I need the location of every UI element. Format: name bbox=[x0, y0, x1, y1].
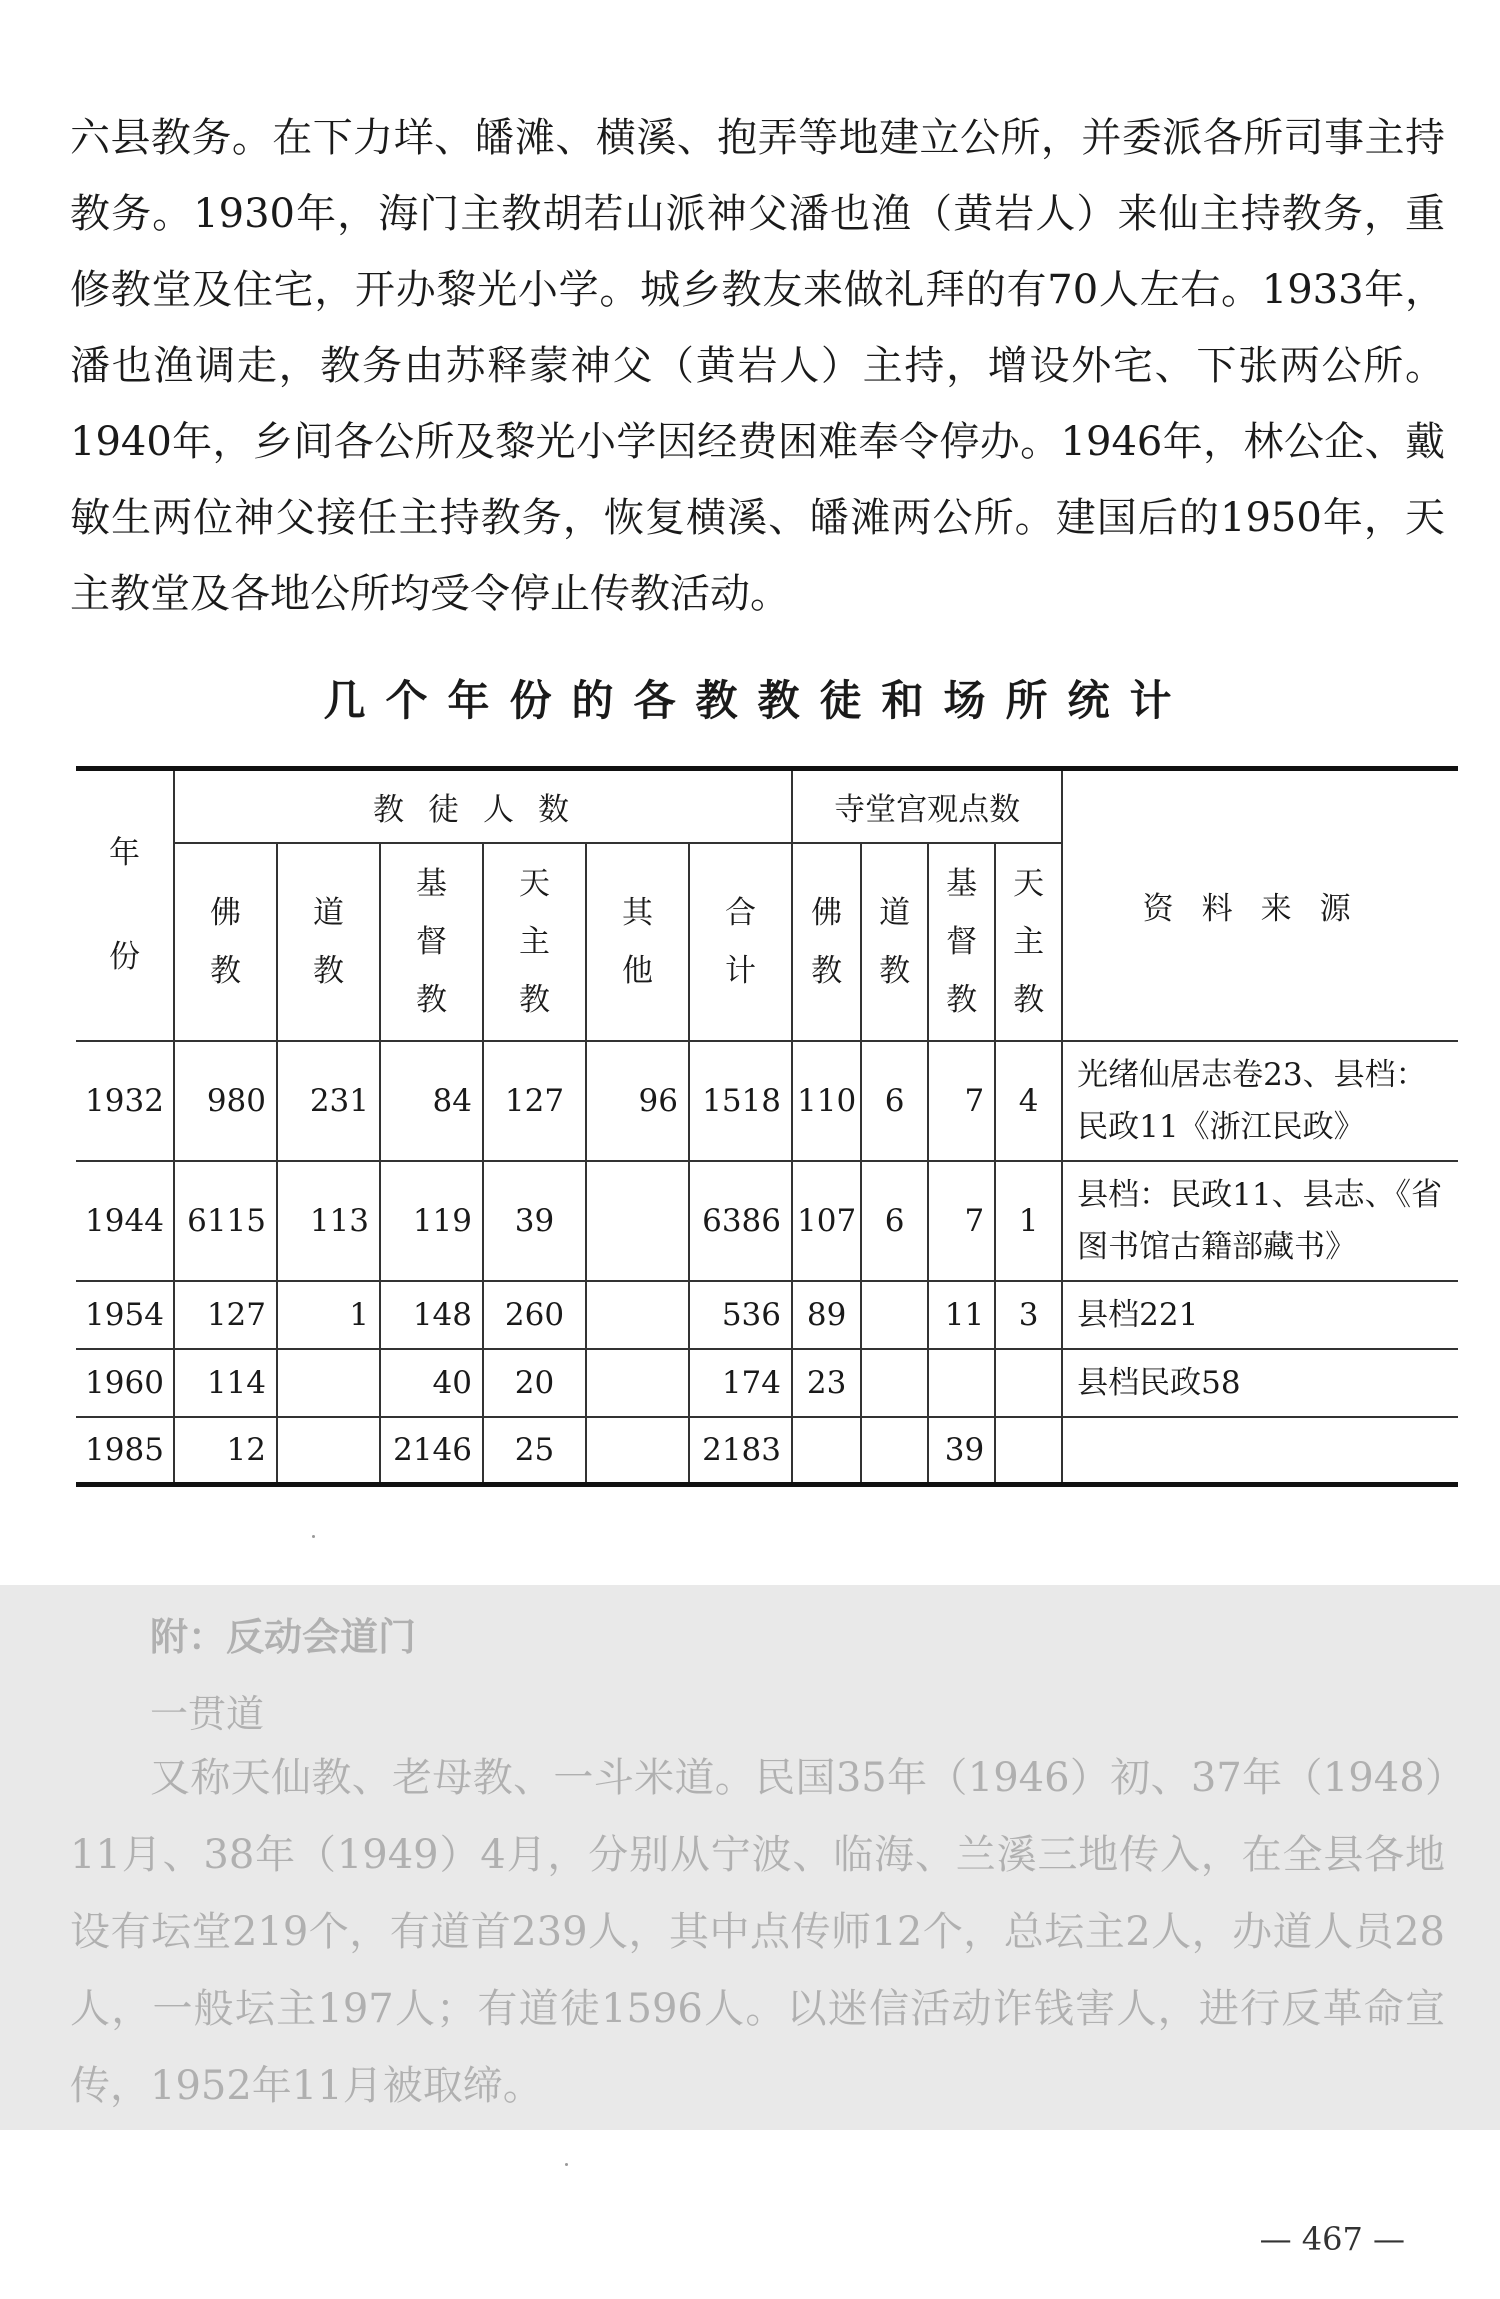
header-venues-group: 寺堂宫观点数 bbox=[792, 769, 1062, 843]
cell-believers-buddhism: 127 bbox=[174, 1281, 277, 1349]
cell-believers-christianity: 84 bbox=[380, 1041, 483, 1161]
cell-year: 1932 bbox=[76, 1041, 174, 1161]
scan-speck bbox=[565, 2163, 568, 2166]
cell-source: 县档：民政11、县志、《省图书馆古籍部藏书》 bbox=[1062, 1161, 1458, 1281]
cell-venues-taoism bbox=[861, 1281, 928, 1349]
cell-year: 1954 bbox=[76, 1281, 174, 1349]
header-venues-christianity: 基督教 bbox=[928, 843, 995, 1041]
header-believers-total: 合计 bbox=[689, 843, 792, 1041]
cell-believers-other: 96 bbox=[586, 1041, 689, 1161]
cell-believers-christianity: 40 bbox=[380, 1349, 483, 1417]
cell-year: 1985 bbox=[76, 1417, 174, 1485]
cell-believers-other bbox=[586, 1417, 689, 1485]
cell-year: 1960 bbox=[76, 1349, 174, 1417]
cell-believers-total: 174 bbox=[689, 1349, 792, 1417]
cell-believers-catholicism: 39 bbox=[483, 1161, 586, 1281]
cell-source: 县档221 bbox=[1062, 1281, 1458, 1349]
appendix-paragraph bbox=[70, 1740, 1445, 2125]
header-believers-catholicism: 天主教 bbox=[483, 843, 586, 1041]
cell-believers-christianity: 119 bbox=[380, 1161, 483, 1281]
header-venues-catholicism: 天主教 bbox=[995, 843, 1062, 1041]
cell-source: 县档民政58 bbox=[1062, 1349, 1458, 1417]
header-believers-taoism: 道教 bbox=[277, 843, 380, 1041]
cell-venues-catholicism: 3 bbox=[995, 1281, 1062, 1349]
cell-venues-christianity: 7 bbox=[928, 1041, 995, 1161]
cell-believers-other bbox=[586, 1281, 689, 1349]
header-source: 资料来源 bbox=[1062, 769, 1458, 1041]
cell-believers-taoism: 113 bbox=[277, 1161, 380, 1281]
cell-believers-buddhism: 6115 bbox=[174, 1161, 277, 1281]
cell-venues-catholicism: 1 bbox=[995, 1161, 1062, 1281]
statistics-table bbox=[76, 766, 1458, 1487]
header-believers-christianity: 基督教 bbox=[380, 843, 483, 1041]
cell-believers-christianity: 2146 bbox=[380, 1417, 483, 1485]
cell-venues-christianity: 7 bbox=[928, 1161, 995, 1281]
cell-venues-buddhism: 23 bbox=[792, 1349, 861, 1417]
cell-venues-christianity: 11 bbox=[928, 1281, 995, 1349]
header-venues-buddhism: 佛教 bbox=[792, 843, 861, 1041]
scan-speck bbox=[312, 1535, 315, 1538]
header-year bbox=[76, 769, 174, 1041]
cell-believers-other bbox=[586, 1161, 689, 1281]
table-header-row bbox=[76, 769, 1458, 843]
cell-believers-total: 1518 bbox=[689, 1041, 792, 1161]
cell-venues-catholicism: 4 bbox=[995, 1041, 1062, 1161]
cell-believers-catholicism: 20 bbox=[483, 1349, 586, 1417]
cell-venues-buddhism: 110 bbox=[792, 1041, 861, 1161]
table-title: 几个年份的各教教徒和场所统计 bbox=[323, 676, 1192, 725]
cell-venues-christianity bbox=[928, 1349, 995, 1417]
page-number: — 467 — bbox=[1259, 2220, 1405, 2258]
header-venues-taoism: 道教 bbox=[861, 843, 928, 1041]
header-believers-buddhism: 佛教 bbox=[174, 843, 277, 1041]
appendix-text: 又称天仙教、老母教、一斗米道。民国35年（1946）初、37年（1948）11月、38年（1949）4月，分别从宁波、临海、兰溪三地传入，在全县各地设有坛堂219个，有道首239人，其中点传师12个，总坛主2人，办道人员28人，一般坛主197人；有道徒1596人。以迷信活动诈钱害人，进行反革命宣传，1952年11月被取缔。 bbox=[70, 1755, 1445, 2109]
appendix-item-title: 一贯道 bbox=[150, 1692, 265, 1736]
cell-believers-catholicism: 25 bbox=[483, 1417, 586, 1485]
cell-believers-catholicism: 260 bbox=[483, 1281, 586, 1349]
cell-believers-taoism: 1 bbox=[277, 1281, 380, 1349]
cell-believers-total: 2183 bbox=[689, 1417, 792, 1485]
table-row bbox=[76, 1349, 1458, 1417]
header-year-label: 年份 bbox=[109, 835, 140, 976]
cell-venues-catholicism bbox=[995, 1417, 1062, 1485]
cell-venues-buddhism: 107 bbox=[792, 1161, 861, 1281]
cell-venues-christianity: 39 bbox=[928, 1417, 995, 1485]
intro-paragraph: 六县教务。在下力垟、皤滩、横溪、抱弄等地建立公所，并委派各所司事主持教务。1930年，海门主教胡若山派神父潘也渔（黄岩人）来仙主持教务，重修教堂及住宅，开办黎光小学。城乡教友来做礼拜的有70人左右。1933年，潘也渔调走，教务由苏释蒙神父（黄岩人）主持，增设外宅、下张两公所。1940年，乡间各公所及黎光小学因经费困难奉令停办。1946年，林公企、戴敏生两位神父接任主持教务，恢复横溪、皤滩两公所。建国后的1950年，天主教堂及各地公所均受令停止传教活动。 bbox=[70, 115, 1445, 617]
cell-believers-buddhism: 12 bbox=[174, 1417, 277, 1485]
cell-venues-taoism: 6 bbox=[861, 1041, 928, 1161]
cell-believers-other bbox=[586, 1349, 689, 1417]
table-row bbox=[76, 1281, 1458, 1349]
cell-venues-catholicism bbox=[995, 1349, 1062, 1417]
cell-believers-buddhism: 114 bbox=[174, 1349, 277, 1417]
table-row bbox=[76, 1161, 1458, 1281]
cell-source bbox=[1062, 1417, 1458, 1485]
cell-believers-taoism bbox=[277, 1417, 380, 1485]
header-believers-group: 教徒人数 bbox=[174, 769, 792, 843]
cell-venues-buddhism bbox=[792, 1417, 861, 1485]
cell-believers-taoism: 231 bbox=[277, 1041, 380, 1161]
cell-venues-taoism bbox=[861, 1417, 928, 1485]
cell-believers-christianity: 148 bbox=[380, 1281, 483, 1349]
cell-believers-total: 536 bbox=[689, 1281, 792, 1349]
cell-believers-buddhism: 980 bbox=[174, 1041, 277, 1161]
appendix-heading: 附：反动会道门 bbox=[150, 1615, 417, 1659]
cell-venues-taoism bbox=[861, 1349, 928, 1417]
cell-year: 1944 bbox=[76, 1161, 174, 1281]
table-row bbox=[76, 1041, 1458, 1161]
cell-believers-total: 6386 bbox=[689, 1161, 792, 1281]
cell-venues-buddhism: 89 bbox=[792, 1281, 861, 1349]
cell-believers-catholicism: 127 bbox=[483, 1041, 586, 1161]
cell-source: 光绪仙居志卷23、县档：民政11《浙江民政》 bbox=[1062, 1041, 1458, 1161]
table-row bbox=[76, 1417, 1458, 1485]
cell-believers-taoism bbox=[277, 1349, 380, 1417]
header-believers-other: 其他 bbox=[586, 843, 689, 1041]
cell-venues-taoism: 6 bbox=[861, 1161, 928, 1281]
